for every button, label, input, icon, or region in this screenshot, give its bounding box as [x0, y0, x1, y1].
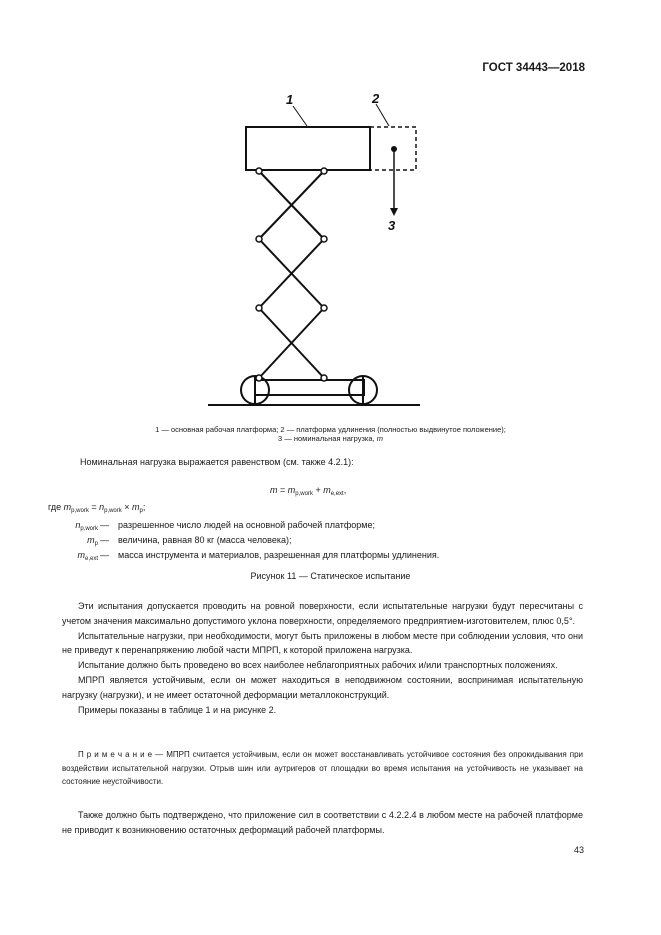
- pivot: [321, 305, 327, 311]
- pivot: [256, 305, 262, 311]
- leader-line-2: [376, 104, 389, 126]
- leader-line-1: [293, 106, 307, 126]
- pivot: [256, 168, 262, 174]
- label-2: 2: [372, 91, 380, 106]
- definition-symbol: $m_{e,ext}$: [77, 550, 98, 562]
- scissor-lift-figure: [200, 88, 440, 418]
- note-text: — МПРП считается устойчивым, если он может восстанавливать устойчивое состояния без опрокидывания при воздействии испытательной нагрузки. Отрыв шин или аутригеров от площадки во время испытания на устойчивость не указывает на состояние неустойчивости.: [62, 750, 583, 787]
- figure-caption-line-1: 1 — основная рабочая платформа; 2 — платформа удлинения (полностью выдвинутое положение);: [155, 425, 506, 434]
- main-platform: [246, 127, 370, 170]
- definition-text: масса инструмента и материалов, разрешенная для платформы удлинения.: [118, 550, 440, 560]
- chassis: [255, 380, 364, 395]
- label-1: 1: [286, 92, 294, 107]
- definition-text: разрешенное число людей на основной рабочей платформе;: [118, 520, 375, 530]
- body-text: [62, 599, 583, 717]
- paragraph: Примеры показаны в таблице 1 и на рисунке 2.: [78, 704, 277, 715]
- final-paragraph: Также должно быть подтверждено, что приложение сил в соответствии с 4.2.2.4 в любом месте на рабочей платформе не приводит к возникновению остаточных деформаций рабочей платформы.: [62, 810, 583, 835]
- paragraph: Испытание должно быть проведено во всех наиболее неблагоприятных рабочих и/или транспортных положениях.: [78, 660, 558, 671]
- figure-caption-line-2: 3 — номинальная нагрузка, m: [278, 434, 383, 443]
- note: [62, 748, 583, 789]
- load-arrowhead: [390, 208, 398, 216]
- paragraph: Испытательные нагрузки, при необходимости, могут быть приложены в любом месте при соблюдении условия, что они не приведут к перенапряжению любой части МПРП, к которой приложена нагрузка.: [62, 630, 583, 656]
- definition-dash: —: [100, 535, 109, 545]
- definition-dash: —: [100, 520, 109, 530]
- pivot: [256, 375, 262, 381]
- formula-intro: Номинальная нагрузка выражается равенством (см. также 4.2.1):: [80, 457, 354, 467]
- note-label: П р и м е ч а н и е: [78, 750, 153, 759]
- paragraph: МПРП является устойчивым, если он может находиться в неподвижном состоянии, воспринимая испытательную нагрузку (нагрузки), и не имеет остаточной деформации металлоконструкций.: [62, 674, 583, 700]
- page-number: 43: [573, 845, 584, 855]
- definition-symbol: $n_{p,work}$: [75, 520, 98, 532]
- definition-dash: —: [100, 550, 109, 560]
- pivot: [321, 236, 327, 242]
- label-3: 3: [388, 218, 396, 233]
- paragraph: Эти испытания допускается проводить на ровной поверхности, если испытательные нагрузки будут пересчитаны с учетом значения максимально допустимого уклона поверхности, определяемого предприятием-изготовителем, плюс 0,5°.: [62, 601, 583, 626]
- figure-title: Рисунок 11 — Статическое испытание: [250, 571, 411, 581]
- pivot: [321, 375, 327, 381]
- document-header: ГОСТ 34443—2018: [482, 62, 585, 74]
- definition-symbol: $m_p$: [87, 535, 98, 547]
- formula-main: $m = m_{p,work} + m_{e,ext}$,: [270, 485, 347, 497]
- formula-where: где $m_{p,work} = n_{p,work} \times m_p$;: [48, 502, 146, 514]
- pivot: [321, 168, 327, 174]
- pivot: [256, 236, 262, 242]
- definition-text: величина, равная 80 кг (масса человека);: [118, 535, 292, 545]
